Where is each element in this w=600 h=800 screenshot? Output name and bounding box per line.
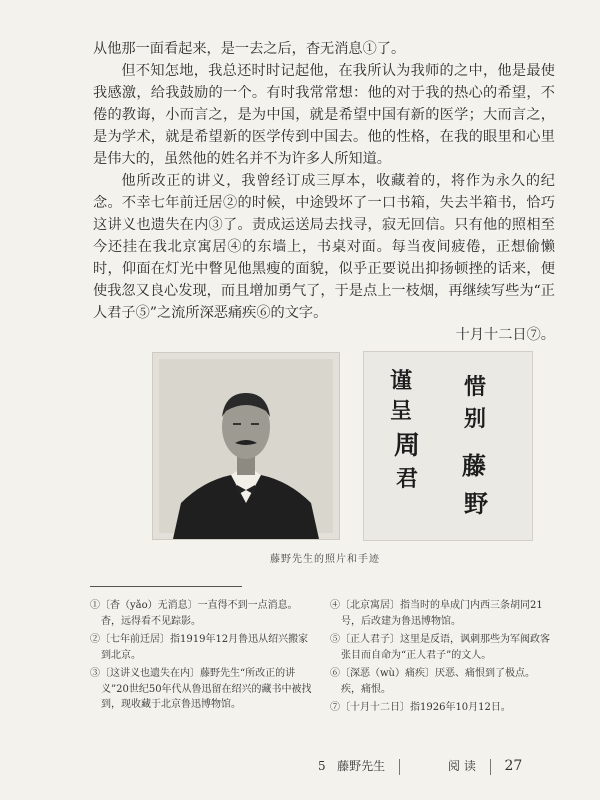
- footnote: ⑥〔深恶（wù）痛疾〕厌恶、痛恨到了极点。疾，痛恨。: [330, 668, 535, 695]
- inscription-char: 呈: [390, 398, 413, 424]
- footer-separator: [399, 759, 400, 775]
- footer-section: [448, 757, 522, 775]
- footnote: ③〔这讲义也遗失在内〕藤野先生“所改正的讲义”20世纪50年代从鲁迅留在绍兴的藏书中被找到，现收藏于北京鲁迅博物馆。: [90, 668, 312, 710]
- portrait-photo: [152, 352, 340, 540]
- inscription-char: 野: [464, 489, 488, 518]
- paragraph: 但不知怎地，我总还时时记起他，在我所认为我师的之中，他是最使我感激，给我鼓励的一个。有时我常常想：他的对于我的热心的希望，不倦的教诲，小而言之，是为中国，就是希望中国有新的医学；大而言之，是为学术，就是希望新的医学传到中国去。他的性格，在我的眼里和心里是伟大的，虽然他的姓名并不为许多人所知道。: [93, 63, 555, 167]
- closing-date: 十月十二日⑦。: [455, 327, 555, 343]
- footnote: ②〔七年前迁居〕指1919年12月鲁迅从绍兴搬家到北京。: [90, 634, 309, 661]
- footer-lesson: [318, 757, 410, 775]
- handwritten-inscription: [364, 352, 532, 540]
- footnote-divider: [90, 586, 242, 587]
- footnote: ①〔杳（yǎo）无消息〕一直得不到一点消息。杳，远得看不见踪影。: [90, 600, 298, 627]
- inscription-char: 惜: [464, 374, 487, 400]
- section-label: 阅 读: [448, 759, 476, 773]
- portrait-illustration: [153, 353, 339, 539]
- figure-caption: 藤野先生的照片和手迹: [270, 554, 380, 565]
- inscription-char: 君: [396, 466, 419, 492]
- paragraph: 从他那一面看起来，是一去之后，杳无消息①了。: [93, 41, 406, 57]
- inscription-char: 周: [394, 431, 421, 461]
- lesson-title: 藤野先生: [337, 759, 386, 773]
- footnote: ⑤〔正人君子〕这里是反语，讽刺那些为军阀政客张目而自命为“正人君子”的文人。: [330, 634, 550, 661]
- footer-separator: [490, 759, 491, 775]
- lesson-number: 5: [318, 759, 326, 773]
- inscription-char: 别: [464, 406, 487, 432]
- inscription-char: 谨: [390, 368, 413, 394]
- body-text: [93, 38, 555, 346]
- footnotes-right: [330, 598, 552, 719]
- inscription-char: 藤: [462, 451, 486, 480]
- page-number: 27: [504, 758, 523, 774]
- footnote: ④〔北京寓居〕指当时的阜成门内西三条胡同21号，后改建为鲁迅博物馆。: [330, 600, 543, 627]
- paragraph: 他所改正的讲义，我曾经订成三厚本，收藏着的，将作为永久的纪念。不幸七年前迁居②的时候，中途毁坏了一口书箱，失去半箱书，恰巧这讲义也遗失在内③了。责成运送局去找寻，寂无回信。只有他的照相至今还挂在我北京寓居④的东墙上，书桌对面。每当夜间疲倦，正想偷懒时，仰面在灯光中瞥见他黑瘦的面貌，似乎正要说出抑扬顿挫的话来，便使我忽又良心发现，而且增加勇气了，于是点上一枝烟，再继续写些为“正人君子⑤”之流所深恶痛疾⑥的文字。: [93, 173, 555, 321]
- footnotes-left: [90, 598, 312, 716]
- handwritten-card: [363, 351, 533, 541]
- footnote: ⑦〔十月十二日〕指1926年10月12日。: [330, 702, 511, 713]
